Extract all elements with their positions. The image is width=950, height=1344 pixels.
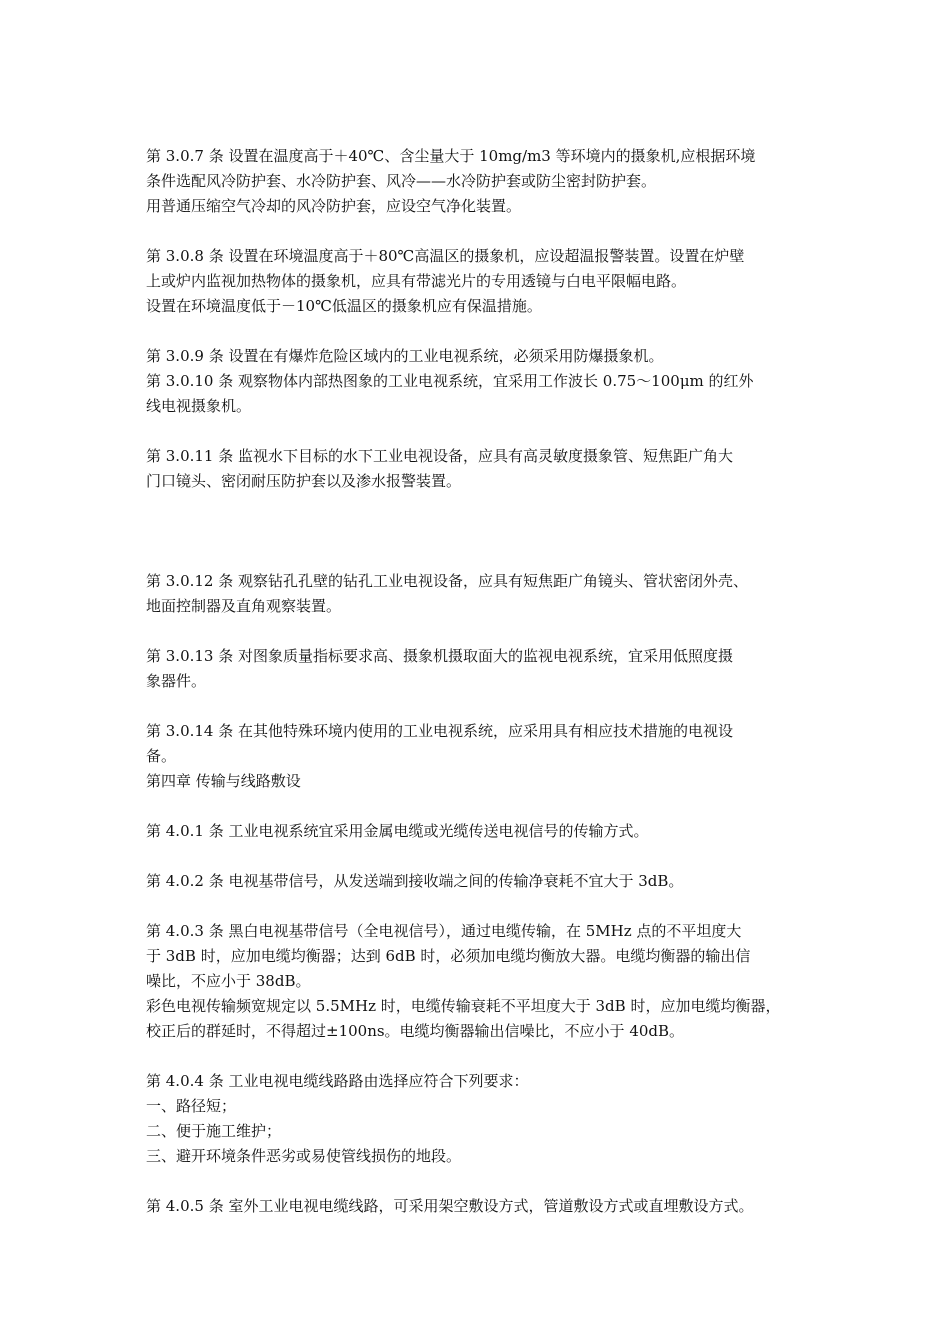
paragraph-spacer: [146, 844, 826, 869]
text-line: 用普通压缩空气冷却的风冷防护套，应设空气净化装置。: [146, 197, 522, 215]
text-line: 条件选配风冷防护套、水冷防护套、风冷——水冷防护套或防尘密封防护套。: [146, 172, 657, 190]
text-line: 第 3.0.8 条 设置在环境温度高于＋80℃高温区的摄象机，应设超温报警装置。设置在炉壁: [146, 247, 745, 265]
clause-4-0-3: [146, 919, 826, 1044]
paragraph-spacer: [146, 894, 826, 919]
text-line: 设置在环境温度低于－10℃低温区的摄象机应有保温措施。: [146, 297, 542, 315]
text-line: 彩色电视传输频宽规定以 5.5MHz 时，电缆传输衰耗不平坦度大于 3dB 时，应加电缆均衡器，: [146, 997, 781, 1015]
paragraph-spacer: [146, 1169, 826, 1194]
paragraph-spacer: [146, 419, 826, 444]
text-line: 噪比，不应小于 38dB。: [146, 972, 311, 990]
clause-4-0-2: [146, 869, 826, 894]
text-line: 校正后的群延时，不得超过±100ns。电缆均衡器输出信噪比，不应小于 40dB。: [146, 1022, 685, 1040]
text-line: 第 4.0.1 条 工业电视系统宜采用金属电缆或光缆传送电视信号的传输方式。: [146, 822, 649, 840]
clause-3-0-8: [146, 244, 826, 319]
text-line: 门口镜头、密闭耐压防护套以及渗水报警装置。: [146, 472, 462, 490]
chapter-heading: 第四章 传输与线路敷设: [146, 772, 301, 790]
text-line: 象器件。: [146, 672, 207, 690]
paragraph-spacer: [146, 219, 826, 244]
clause-3-0-11: [146, 444, 826, 494]
clause-4-0-4: [146, 1069, 826, 1169]
clause-3-0-13: [146, 644, 826, 694]
list-item: 二、便于施工维护；: [146, 1122, 282, 1140]
text-line: 第 3.0.7 条 设置在温度高于＋40℃、含尘量大于 10mg/m3 等环境内的摄象机,应根据环境: [146, 147, 756, 165]
clause-4-0-1: [146, 819, 826, 844]
document-body: [146, 144, 826, 1219]
clause-3-0-9-and-10: [146, 344, 826, 419]
paragraph-spacer: [146, 1044, 826, 1069]
list-item: 三、避开环境条件恶劣或易使管线损伤的地段。: [146, 1147, 462, 1165]
text-line: 第 3.0.9 条 设置在有爆炸危险区域内的工业电视系统，必须采用防爆摄象机。: [146, 347, 664, 365]
text-line: 第 3.0.14 条 在其他特殊环境内使用的工业电视系统，应采用具有相应技术措施的电视设: [146, 722, 734, 740]
paragraph-spacer: [146, 694, 826, 719]
text-line: 第 3.0.11 条 监视水下目标的水下工业电视设备，应具有高灵敏度摄象管、短焦距广角大: [146, 447, 734, 465]
paragraph-spacer: [146, 544, 826, 569]
clause-3-0-7: [146, 144, 826, 219]
text-line: 备。: [146, 747, 177, 765]
text-line: 第 4.0.3 条 黑白电视基带信号（全电视信号），通过电缆传输，在 5MHz 点的不平坦度大: [146, 922, 742, 940]
text-line: 第 4.0.4 条 工业电视电缆线路路由选择应符合下列要求：: [146, 1072, 529, 1090]
text-line: 地面控制器及直角观察装置。: [146, 597, 342, 615]
paragraph-spacer: [146, 319, 826, 344]
text-line: 于 3dB 时，应加电缆均衡器；达到 6dB 时，必须加电缆均衡放大器。电缆均衡器的输出信: [146, 947, 751, 965]
list-item: 一、路径短；: [146, 1097, 237, 1115]
clause-3-0-12: [146, 569, 826, 619]
paragraph-spacer: [146, 494, 826, 544]
paragraph-spacer: [146, 794, 826, 819]
clause-4-0-5: [146, 1194, 826, 1219]
text-line: 上或炉内监视加热物体的摄象机，应具有带滤光片的专用透镜与白电平限幅电路。: [146, 272, 687, 290]
text-line: 线电视摄象机。: [146, 397, 252, 415]
text-line: 第 3.0.13 条 对图象质量指标要求高、摄象机摄取面大的监视电视系统，宜采用低照度摄: [146, 647, 734, 665]
clause-3-0-14: [146, 719, 826, 794]
text-line: 第 3.0.10 条 观察物体内部热图象的工业电视系统，宜采用工作波长 0.75～100μm 的红外: [146, 372, 754, 390]
paragraph-spacer: [146, 619, 826, 644]
text-line: 第 4.0.5 条 室外工业电视电缆线路，可采用架空敷设方式，管道敷设方式或直埋敷设方式。: [146, 1197, 754, 1215]
text-line: 第 3.0.12 条 观察钻孔孔壁的钻孔工业电视设备，应具有短焦距广角镜头、管状密闭外壳、: [146, 572, 749, 590]
text-line: 第 4.0.2 条 电视基带信号，从发送端到接收端之间的传输净衰耗不宜大于 3dB。: [146, 872, 684, 890]
